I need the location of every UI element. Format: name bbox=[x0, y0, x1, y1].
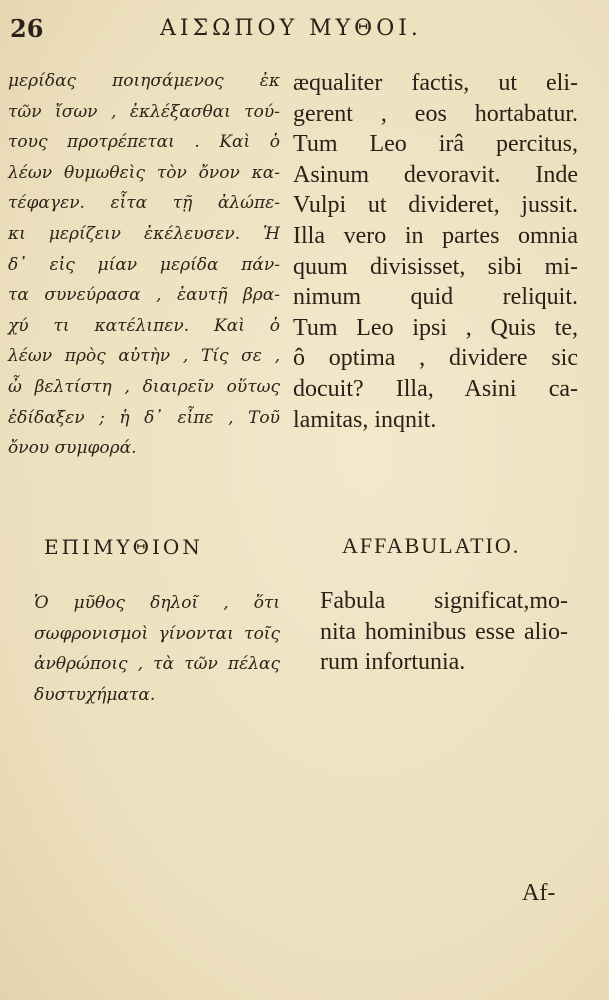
greek-line: δ᾽ εἰς μίαν μερίδα πάν- bbox=[8, 254, 280, 275]
greek-line: κι μερίζειν ἐκέλευσεν. Ἡ bbox=[8, 223, 280, 244]
moral-heading-latin: AFFABULATIO. bbox=[342, 533, 521, 558]
latin-line: æqualiter factis, ut eli- bbox=[293, 70, 578, 96]
greek-line: ἐδίδαξεν ; ἡ δ᾽ εἶπε , Τοῦ bbox=[8, 407, 280, 428]
latin-line: ô optima , dividere sic bbox=[293, 345, 578, 372]
greek-text-column bbox=[8, 66, 280, 464]
moral-heading-greek: ΕΠΙΜΥΘΙΟΝ bbox=[44, 535, 203, 559]
latin-line: Asinum devoravit. Inde bbox=[293, 161, 578, 188]
latin-line: docuit? Illa, Asini ca- bbox=[293, 375, 578, 402]
moral-greek-line: σωφρονισμοὶ γίνονται τοῖς bbox=[34, 623, 280, 644]
moral-greek-line: δυστυχήματα. bbox=[34, 684, 156, 705]
latin-line: quum divisisset, sibi mi- bbox=[293, 253, 578, 280]
greek-line: τῶν ἴσων , ἐκλέξασθαι τού- bbox=[8, 101, 280, 122]
page-number: 26 bbox=[10, 14, 44, 43]
greek-line: χύ τι κατέλιπεν. Καὶ ὁ bbox=[8, 315, 280, 336]
latin-text-column bbox=[293, 68, 578, 435]
greek-line: τέφαγεν. εἶτα τῇ ἀλώπε- bbox=[8, 193, 280, 214]
latin-line: gerent , eos hortabatur. bbox=[293, 100, 578, 127]
catchword: Af- bbox=[522, 880, 556, 906]
latin-line: Vulpi ut divideret, jussit. bbox=[293, 192, 578, 219]
greek-line: μερίδας ποιησάμενος ἐκ bbox=[8, 71, 280, 91]
moral-latin-line: Fabula significat,mo- bbox=[320, 588, 568, 614]
moral-latin-text bbox=[320, 586, 568, 678]
latin-line: nimum quid reliquit. bbox=[293, 284, 578, 311]
moral-greek-line: Ὁ μῦθος δηλοῖ , ὅτι bbox=[34, 593, 280, 613]
latin-line: Tum Leo ipsi , Quis te, bbox=[293, 314, 578, 341]
greek-line: λέων θυμωθεὶς τὸν ὄνον κα- bbox=[8, 162, 280, 183]
moral-greek-line: ἀνθρώποις , τὰ τῶν πέλας bbox=[34, 654, 280, 674]
greek-line: τους προτρέπεται . Καὶ ὁ bbox=[8, 132, 280, 153]
greek-line: τα συνεύρασα , ἑαυτῇ βρα- bbox=[8, 285, 280, 306]
latin-line: Illa vero in partes omnia bbox=[293, 222, 578, 249]
greek-line: λέων πρὸς αὐτὴν , Τίς σε , bbox=[8, 346, 280, 367]
latin-line: Tum Leo irâ percitus, bbox=[293, 131, 578, 158]
moral-latin-line: nita hominibus esse alio- bbox=[320, 618, 568, 645]
greek-line: ὦ βελτίστη , διαιρεῖν οὕτως bbox=[8, 376, 280, 397]
moral-greek-text bbox=[34, 588, 280, 710]
running-title: ΑΙΣΩΠΟΥ ΜΥΘΟΙ. bbox=[160, 16, 422, 41]
moral-latin-line: rum infortunia. bbox=[320, 649, 466, 675]
greek-line: ὄνου συμφορά. bbox=[8, 438, 137, 459]
latin-line: lamitas, inqnit. bbox=[293, 406, 437, 433]
